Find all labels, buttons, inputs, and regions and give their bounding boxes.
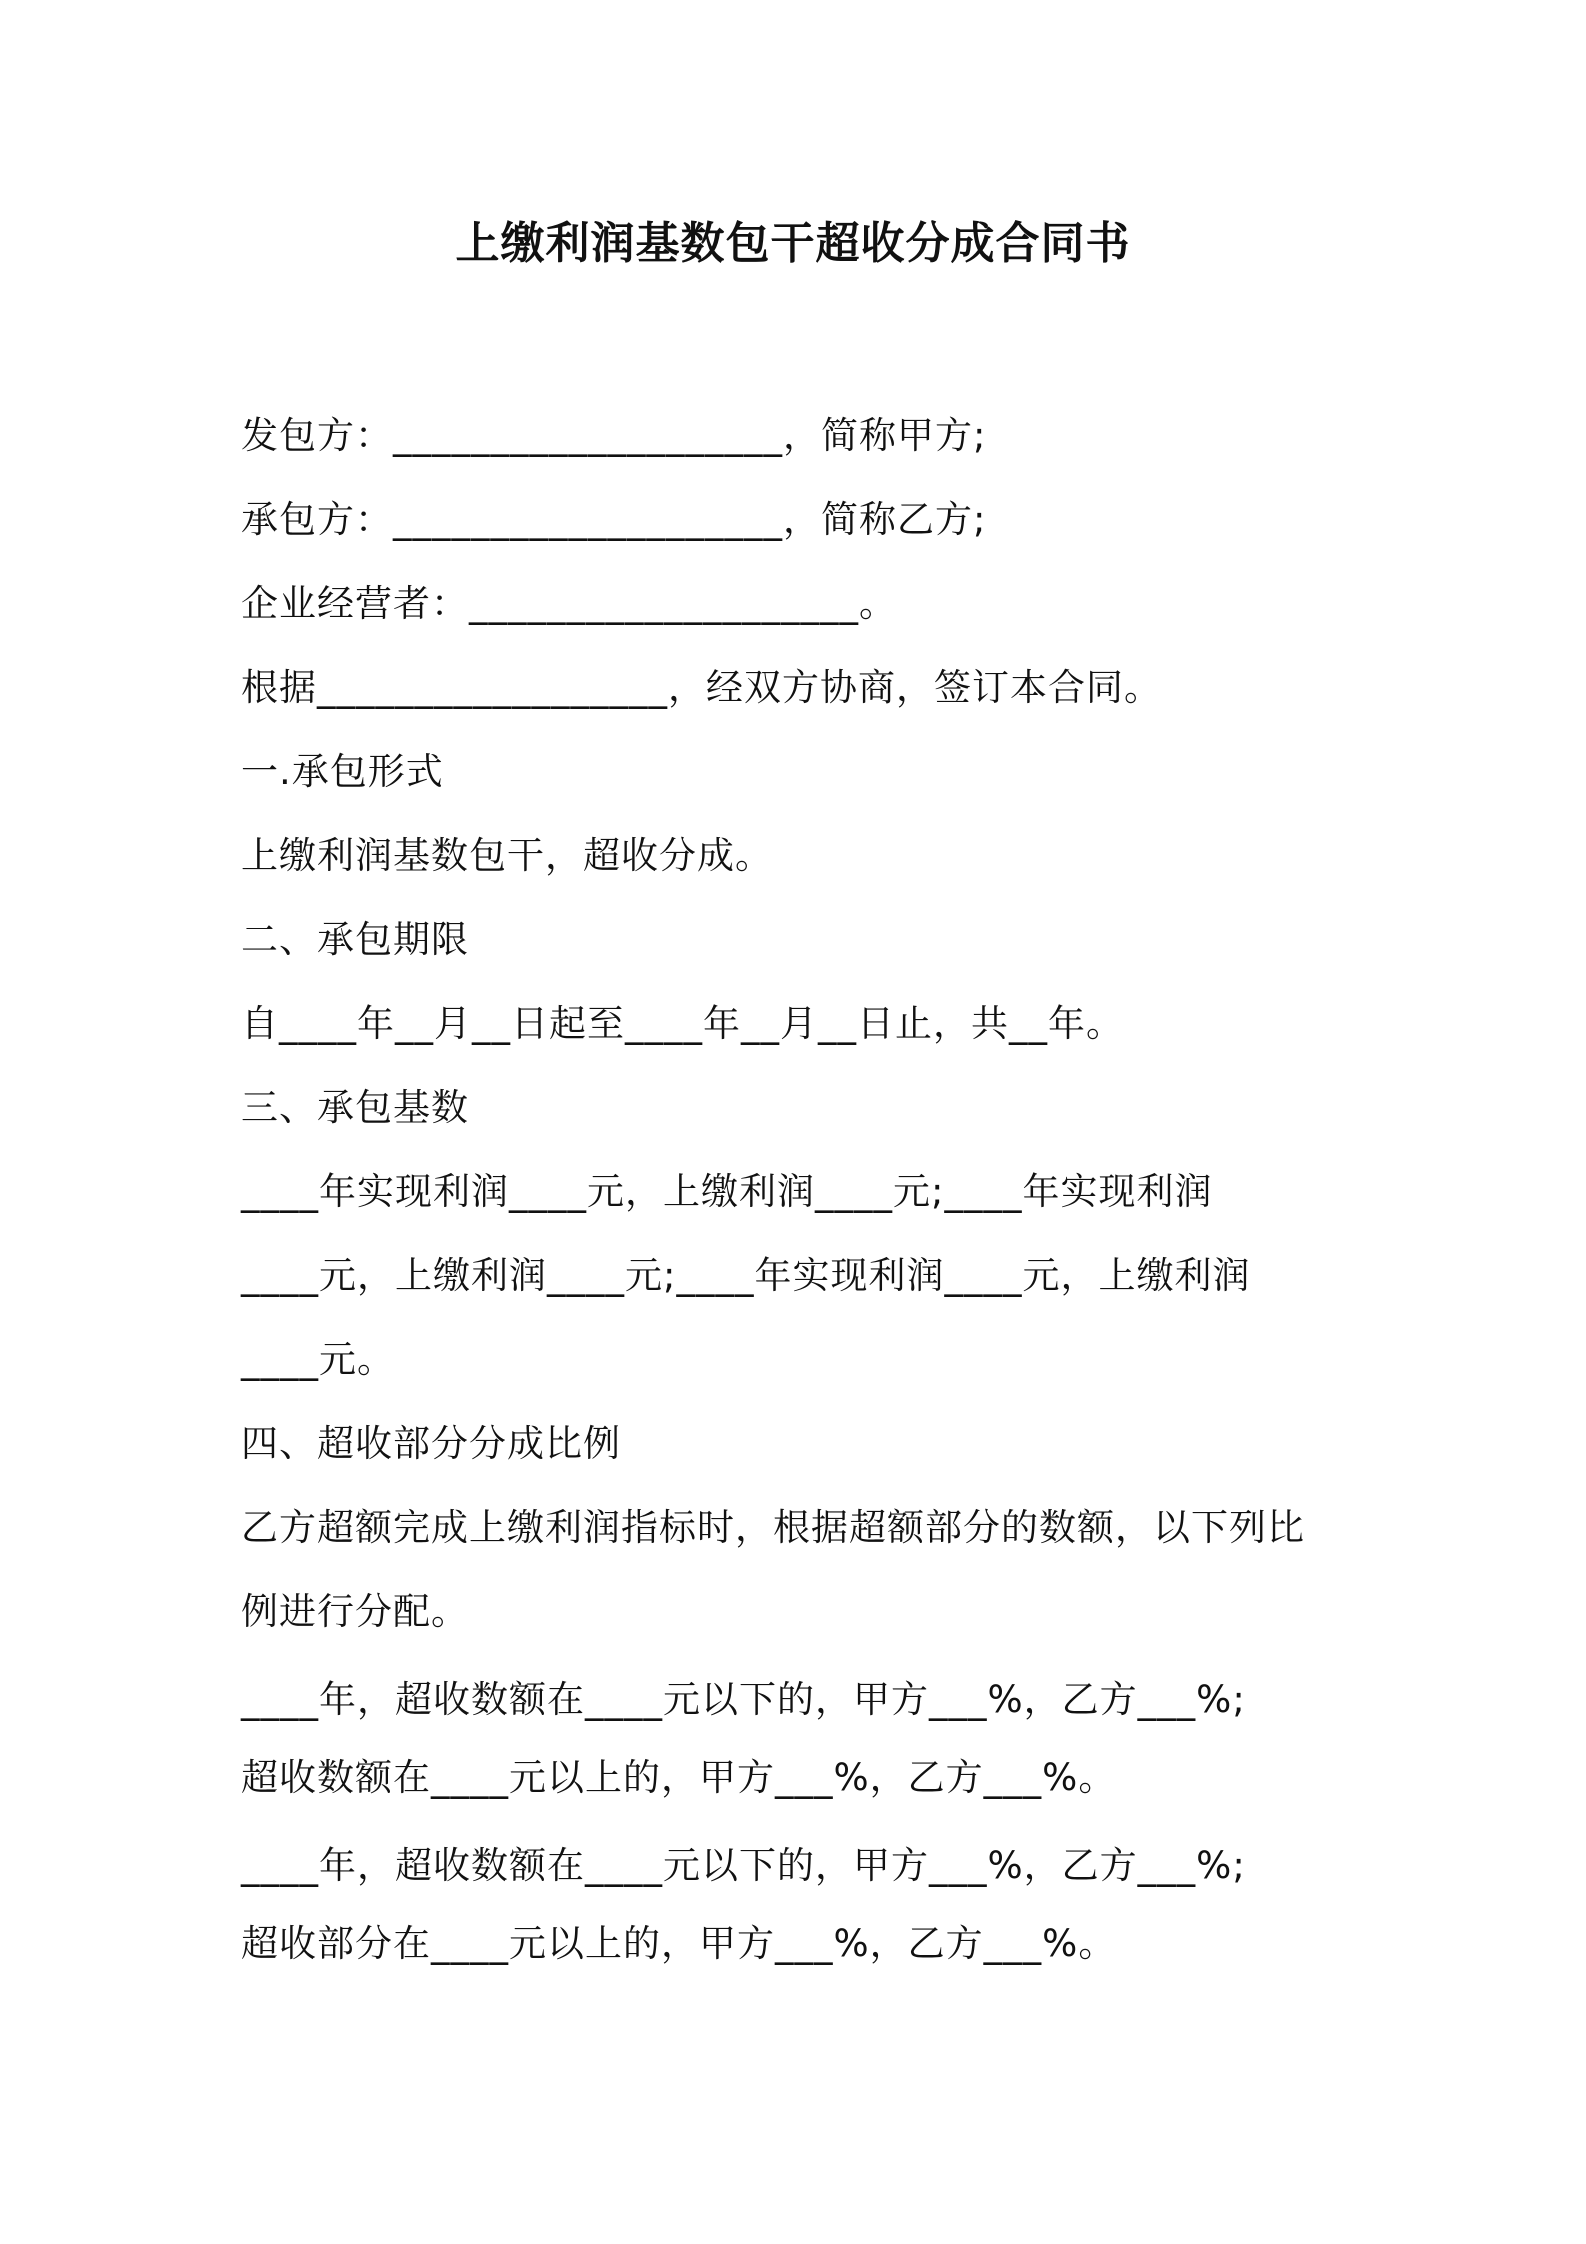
section-heading-2: 二、承包期限 <box>241 918 469 961</box>
section-heading-4: 四、超收部分分成比例 <box>241 1422 621 1465</box>
section-body-4-line-1: 乙方超额完成上缴利润指标时，根据超额部分的数额，以下列比 <box>241 1506 1305 1549</box>
party-b-line: 承包方：____________________，简称乙方; <box>241 498 987 541</box>
section-body-3-line-1: ____年实现利润____元，上缴利润____元;____年实现利润 <box>241 1170 1213 1213</box>
document-title: 上缴利润基数包干超收分成合同书 <box>455 218 1131 269</box>
operator-line: 企业经营者：____________________。 <box>241 582 897 625</box>
section-heading-3: 三、承包基数 <box>241 1086 469 1129</box>
section-body-1: 上缴利润基数包干，超收分成。 <box>241 834 773 877</box>
basis-line: 根据__________________，经双方协商，签订本合同。 <box>241 666 1162 709</box>
section-body-3-line-2: ____元，上缴利润____元;____年实现利润____元，上缴利润 <box>241 1254 1251 1297</box>
section-body-4-line-2: 例进行分配。 <box>241 1590 469 1633</box>
distribution-rule-1-line-2: 超收数额在____元以上的，甲方___%，乙方___%。 <box>241 1756 1117 1799</box>
distribution-rule-2-line-2: 超收部分在____元以上的，甲方___%，乙方___%。 <box>241 1922 1117 1965</box>
distribution-rule-2-line-1: ____年，超收数额在____元以下的，甲方___%，乙方___%; <box>241 1844 1246 1887</box>
section-body-3-line-3: ____元。 <box>241 1338 395 1381</box>
section-heading-1: 一.承包形式 <box>241 750 444 793</box>
party-a-line: 发包方：____________________，简称甲方; <box>241 414 987 457</box>
distribution-rule-1-line-1: ____年，超收数额在____元以下的，甲方___%，乙方___%; <box>241 1678 1246 1721</box>
section-body-2: 自____年__月__日起至____年__月__日止，共__年。 <box>241 1002 1124 1045</box>
